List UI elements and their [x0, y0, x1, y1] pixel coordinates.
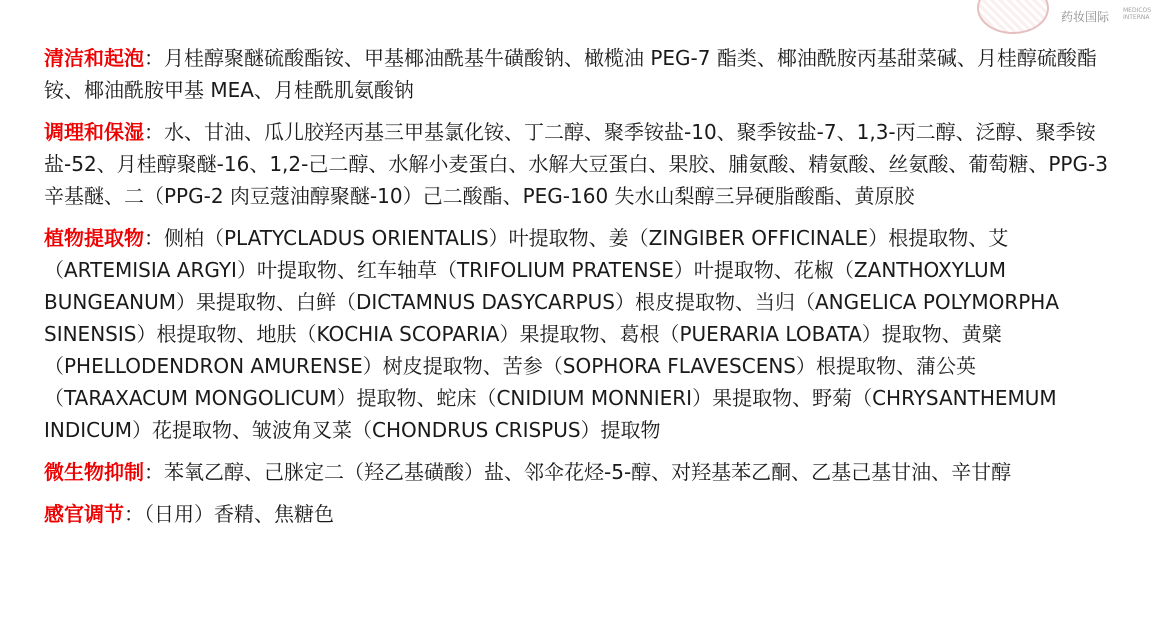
ingredient-list: [44, 42, 1112, 530]
section-label: 植物提取物: [44, 226, 144, 250]
logo-brand-text: 药妆国际: [1061, 10, 1110, 24]
section-separator: ：: [124, 502, 144, 526]
section-text: 苯氧乙醇、己脒定二（羟乙基磺酸）盐、邻伞花烃-5-醇、对羟基苯乙酮、乙基己基甘油、辛甘醇: [164, 460, 1012, 484]
section-label: 调理和保湿: [44, 120, 144, 144]
section-text: （日用）香精、焦糖色: [144, 502, 334, 526]
section-separator: ：: [144, 120, 164, 144]
section-conditioning: [44, 116, 1112, 212]
section-label: 感官调节: [44, 502, 124, 526]
section-separator: ：: [144, 226, 164, 250]
section-text: 月桂醇聚醚硫酸酯铵、甲基椰油酰基牛磺酸钠、橄榄油 PEG-7 酯类、椰油酰胺丙基甜菜碱、月桂醇硫酸酯铵、椰油酰胺甲基 MEA、月桂酰肌氨酸钠: [44, 46, 1097, 102]
section-cleansing: [44, 42, 1112, 106]
section-plant-extracts: [44, 222, 1112, 446]
section-text: 侧柏（PLATYCLADUS ORIENTALIS）叶提取物、姜（ZINGIBER OFFICINALE）根提取物、艾（ARTEMISIA ARGYI）叶提取物、红车轴草（TRIFOLIUM PRATENSE）叶提取物、花椒（ZANTHOXYLUM BUNGEANUM）果提取物、白鲜（DICTAMNUS DASYCARPUS）根皮提取物、当归（ANGELICA POLYMORPHA SINENSIS）根提取物、地肤（KOCHIA SCOPARIA）果提取物、葛根（PUERARIA LOBATA）提取物、黄檗（PHELLODENDRON AMURENSE）树皮提取物、苦参（SOPHORA FLAVESCENS）根提取物、蒲公英（TARAXACUM MONGOLICUM）提取物、蛇床（CNIDIUM MONNIERI）果提取物、野菊（CHRYSANTHEMUM INDICUM）花提取物、皱波角叉菜（CHONDRUS CRISPUS）提取物: [44, 226, 1059, 442]
section-separator: ：: [144, 460, 164, 484]
section-separator: ：: [144, 46, 164, 70]
section-label: 微生物抑制: [44, 460, 144, 484]
section-microbial-inhibition: [44, 456, 1112, 488]
brand-logo: [977, 0, 1151, 36]
logo-sub-text: MEDICOS INTERNA: [1123, 7, 1151, 21]
seal-logo-icon: [977, 0, 1049, 34]
section-text: 水、甘油、瓜儿胶羟丙基三甲基氯化铵、丁二醇、聚季铵盐-10、聚季铵盐-7、1,3-丙二醇、泛醇、聚季铵盐-52、月桂醇聚醚-16、1,2-己二醇、水解小麦蛋白、水解大豆蛋白、果胶、脯氨酸、精氨酸、丝氨酸、葡萄糖、PPG-3 辛基醚、二（PPG-2 肉豆蔻油醇聚醚-10）己二酸酯、PEG-160 失水山梨醇三异硬脂酸酯、黄原胶: [44, 120, 1108, 208]
section-sensory: [44, 498, 1112, 530]
section-label: 清洁和起泡: [44, 46, 144, 70]
